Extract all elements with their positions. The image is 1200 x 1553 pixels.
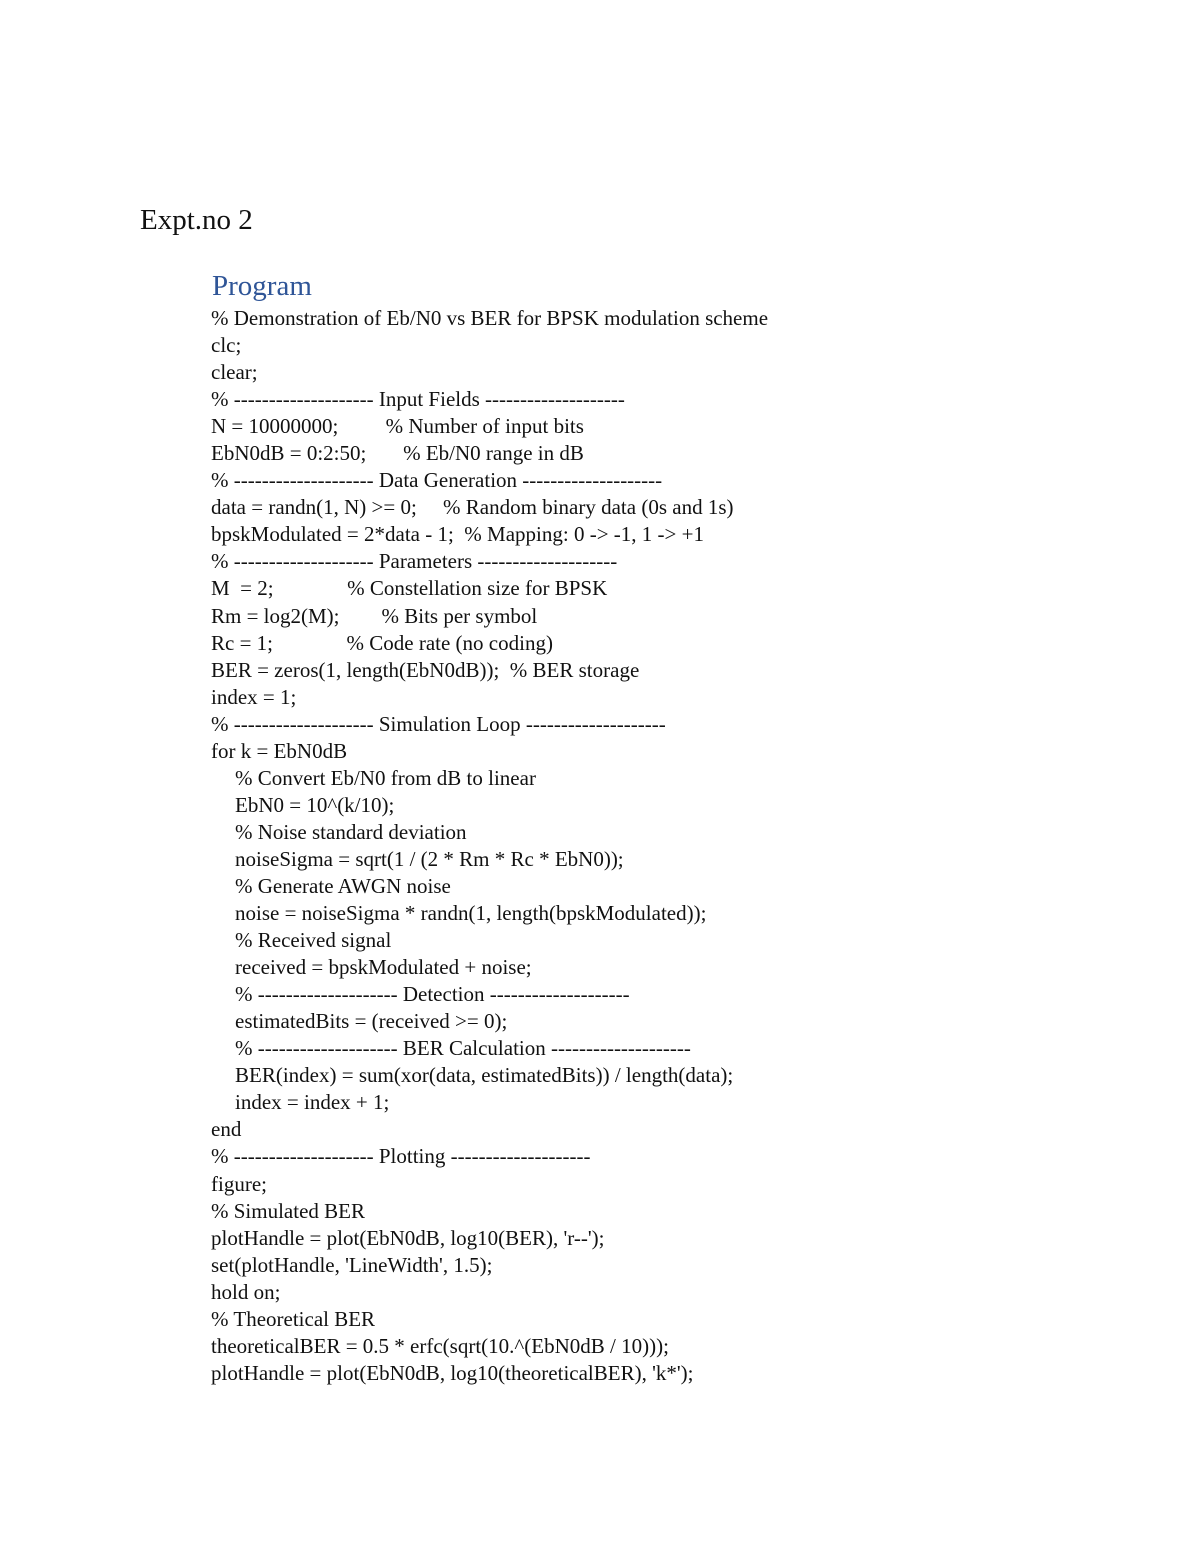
code-text: clear; xyxy=(211,360,258,385)
code-text: % Theoretical BER xyxy=(211,1306,376,1331)
code-text: plotHandle = plot(EbN0dB, log10(BER), 'r--'); xyxy=(211,1225,605,1250)
code-text: % Noise standard deviation xyxy=(235,819,467,844)
code-text: bpskModulated = 2*data - 1; % Mapping: 0 -> -1, 1 -> +1 xyxy=(211,522,704,547)
code-text: theoreticalBER = 0.5 * erfc(sqrt(10.^(EbN0dB / 10))); xyxy=(211,1333,669,1358)
code-text: EbN0dB = 0:2:50; % Eb/N0 range in dB xyxy=(211,441,584,466)
code-text: EbN0 = 10^(k/10); xyxy=(235,792,395,817)
code-text: index = 1; xyxy=(211,684,297,709)
code-text: % -------------------- BER Calculation -------------------- xyxy=(235,1036,691,1061)
code-text: BER(index) = sum(xor(data, estimatedBits)) / length(data); xyxy=(235,1063,734,1088)
code-text: % Generate AWGN noise xyxy=(235,873,451,898)
code-text: for k = EbN0dB xyxy=(211,738,348,763)
code-text: % -------------------- Data Generation -------------------- xyxy=(211,468,663,493)
code-text: % Demonstration of Eb/N0 vs BER for BPSK modulation scheme xyxy=(211,306,769,330)
code-text: % -------------------- Simulation Loop -------------------- xyxy=(211,711,666,736)
code-text: N = 10000000; % Number of input bits xyxy=(211,414,584,439)
code-text: Rc = 1; % Code rate (no coding) xyxy=(211,630,553,655)
section-heading-program: Program xyxy=(212,270,312,302)
code-text: M = 2; % Constellation size for BPSK xyxy=(211,576,608,601)
code-text: % -------------------- Plotting -------------------- xyxy=(211,1144,591,1169)
code-text: % Received signal xyxy=(235,928,392,953)
code-text: end xyxy=(211,1117,242,1142)
code-text: % -------------------- Detection -------------------- xyxy=(235,982,630,1007)
code-text: % -------------------- Parameters -------------------- xyxy=(211,549,618,574)
code-text: estimatedBits = (received >= 0); xyxy=(235,1009,508,1034)
code-text: clc; xyxy=(211,333,242,358)
code-text: figure; xyxy=(211,1171,267,1196)
code-text: % Convert Eb/N0 from dB to linear xyxy=(235,765,536,790)
code-text: set(plotHandle, 'LineWidth', 1.5); xyxy=(211,1252,493,1277)
code-text: noise = noiseSigma * randn(1, length(bpskModulated)); xyxy=(235,901,707,926)
code-text: plotHandle = plot(EbN0dB, log10(theoreticalBER), 'k*'); xyxy=(211,1360,694,1385)
code-text: index = index + 1; xyxy=(235,1090,390,1115)
code-text: Rm = log2(M); % Bits per symbol xyxy=(211,603,538,628)
experiment-title: Expt.no 2 xyxy=(140,204,253,236)
code-text: % Simulated BER xyxy=(211,1198,365,1223)
code-text: hold on; xyxy=(211,1279,281,1304)
code-text: BER = zeros(1, length(EbN0dB)); % BER storage xyxy=(211,657,640,682)
code-text: % -------------------- Input Fields -------------------- xyxy=(211,387,625,412)
code-text: noiseSigma = sqrt(1 / (2 * Rm * Rc * EbN0)); xyxy=(235,846,624,871)
code-text: data = randn(1, N) >= 0; % Random binary data (0s and 1s) xyxy=(211,495,734,520)
code-text: received = bpskModulated + noise; xyxy=(235,955,532,980)
